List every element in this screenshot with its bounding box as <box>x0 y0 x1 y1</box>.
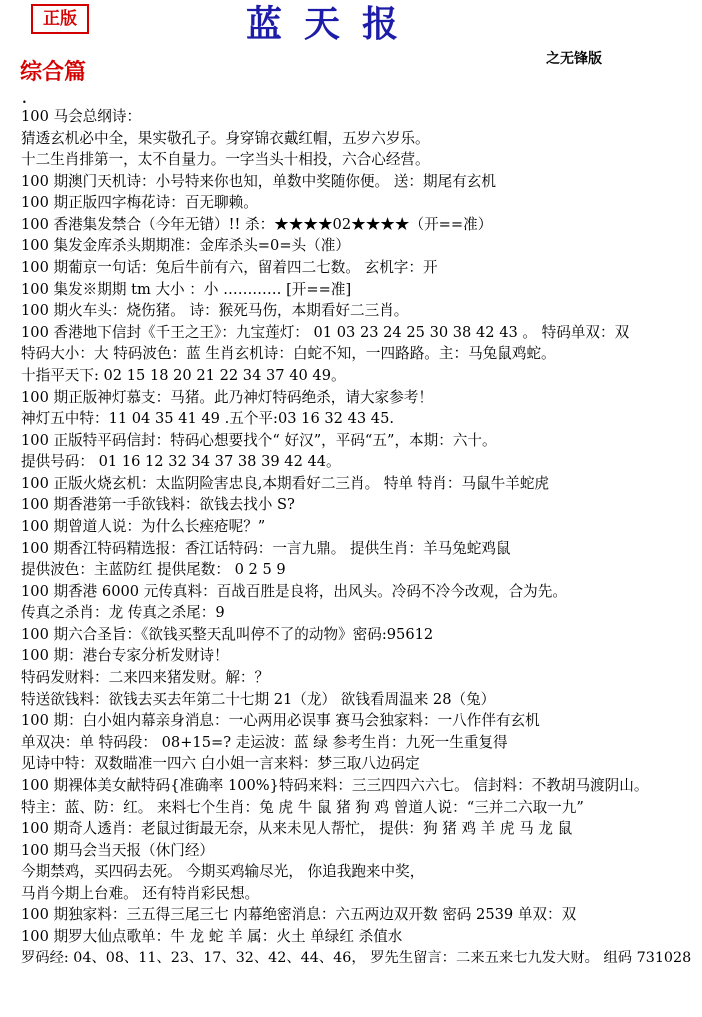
text-line: 100 集发※期期 tm 大小 ：小 ………… [开==准] <box>21 280 352 298</box>
text-line: 100 期马会当天报（休门经） <box>21 841 215 859</box>
text-line: 提供号码： 01 16 12 32 34 37 38 39 42 44。 <box>21 453 341 471</box>
text-line: 100 期正版四字梅花诗：百无聊赖。 <box>21 194 258 212</box>
text-line: 马肖今期上台难。 还有特肖彩民想。 <box>21 884 260 902</box>
text-line: 100 正版火烧玄机：太监阴险害忠良,本期看好二三肖。 特单 特肖：马鼠牛羊蛇虎 <box>21 474 550 492</box>
text-line: 今期禁鸡，买四码去死。 今期买鸡输尽光， 你追我跑来中奖， <box>21 863 425 881</box>
text-line: 100 期葡京一句话：兔后牛前有六，留着四二七数。 玄机字：开 <box>21 259 438 277</box>
text-line: 十二生肖排第一，太不自量力。一字当头十相投，六合心经营。 <box>21 151 430 169</box>
section-heading: 综合篇 <box>20 60 87 85</box>
text-line: 特主：蓝、防：红。 来料七个生肖：兔 虎 牛 鼠 猪 狗 鸡 曾道人说：“三并二六取一九” <box>21 798 584 816</box>
text-line: 罗码经: 04、08、11、23、17、32、42、44、46， 罗先生留言：二来五来七九发大财。 组码 731028 <box>21 949 692 966</box>
text-line: 100 期：港台专家分析发财诗！ <box>21 647 229 665</box>
text-line: 100 正版特平码信封：特码心想要找个“ 好汉”，平码“五”，本期：六十。 <box>21 431 497 449</box>
text-line: 神灯五中特：11 04 35 41 49 .五个平:03 16 32 43 45. <box>21 410 394 428</box>
content-lines <box>21 106 697 969</box>
text-line: 100 香港集发禁合（今年无错）!! 杀：★★★★02★★★★（开==准） <box>21 215 493 233</box>
text-line: 十指平天下: 02 15 18 20 21 22 34 37 40 49。 <box>21 366 346 384</box>
text-line: 100 期澳门天机诗：小号特来你也知，单数中奖随你便。 送：期尾有玄机 <box>21 172 496 190</box>
genuine-edition-badge: 正版 <box>31 4 89 34</box>
text-line: 100 期香港第一手欲钱料：欲钱去找小 S? <box>21 496 295 514</box>
text-line: 100 期六合圣旨：《欲钱买整天乱叫停不了的动物》密码:95612 <box>21 625 434 643</box>
text-line: 传真之杀肖：龙 传真之杀尾：9 <box>21 604 225 622</box>
text-line: 100 期火车头：烧伤猪。 诗：猴死马伤，本期看好二三肖。 <box>21 302 409 320</box>
text-line: 特码大小：大 特码波色：蓝 生肖玄机诗：白蛇不知，一四路路。主：马兔鼠鸡蛇。 <box>21 345 556 363</box>
text-line: 猜透玄机必中全，果实敬孔子。身穿锦衣戴红帽，五岁六岁乐。 <box>21 129 430 147</box>
text-line: 100 集发金库杀头期期准：金库杀头=0=头（准） <box>21 237 350 255</box>
text-line: 提供波色：主蓝防红 提供尾数： 0 2 5 9 <box>21 561 286 579</box>
text-line: 100 期香江特码精选报：香江话特码：一言九鼎。 提供生肖：羊马兔蛇鸡鼠 <box>21 539 511 557</box>
text-line: 100 期正版神灯慕支：马猪。此乃神灯特码绝杀，请大家参考！ <box>21 388 433 406</box>
text-line: 100 期独家料：三五得三尾三七 内幕绝密消息：六五两边双开数 密码 2539 单双：双 <box>21 906 577 924</box>
text-line: 单双决：单 特码段： 08+15=? 走运波：蓝 绿 参考生肖：九死一生重复得 <box>21 733 508 751</box>
bullet-dot: • <box>22 98 27 107</box>
text-line: 100 香港地下信封《千王之王》：九宝莲灯： 01 03 23 24 25 30 38 42 43 。 特码单双：双 <box>21 323 630 341</box>
text-line: 100 期罗大仙点歌单：牛 龙 蛇 羊 属：火土 单绿红 杀值水 <box>21 927 403 945</box>
text-line: 100 期曾道人说：为什么长痤疮呢？” <box>21 517 266 535</box>
text-line: 100 马会总纲诗： <box>21 108 142 125</box>
edition-label: 之无锋版 <box>546 51 602 67</box>
text-line: 100 期：白小姐内幕亲身消息：一心两用必误事 赛马会独家料：一八作伴有玄机 <box>21 712 540 730</box>
text-line: 100 期奇人透肖：老鼠过街最无奈，从来未见人帮忙， 提供：狗 猪 鸡 羊 虎 马 龙 鼠 <box>21 820 573 838</box>
text-line: 特码发财料：二来四来猪发财。解：？ <box>21 669 270 687</box>
text-line: 100 期香港 6000 元传真料：百战百胜是良将，出风头。冷码不冷今改观，合为先。 <box>21 582 567 600</box>
newspaper-title: 蓝天报 <box>245 4 420 45</box>
text-line: 特送欲钱料：欲钱去买去年第二十七期 21（龙） 欲钱看周温来 28（兔） <box>21 690 496 708</box>
text-line: 100 期裸体美女献特码{准确率 100%}特码来料：三三四四六六七。 信封料：不教胡马渡阴山。 <box>21 776 649 794</box>
text-line: 见诗中特：双数瞄准一四六 白小姐一言来料：梦三取八边码定 <box>21 755 420 773</box>
